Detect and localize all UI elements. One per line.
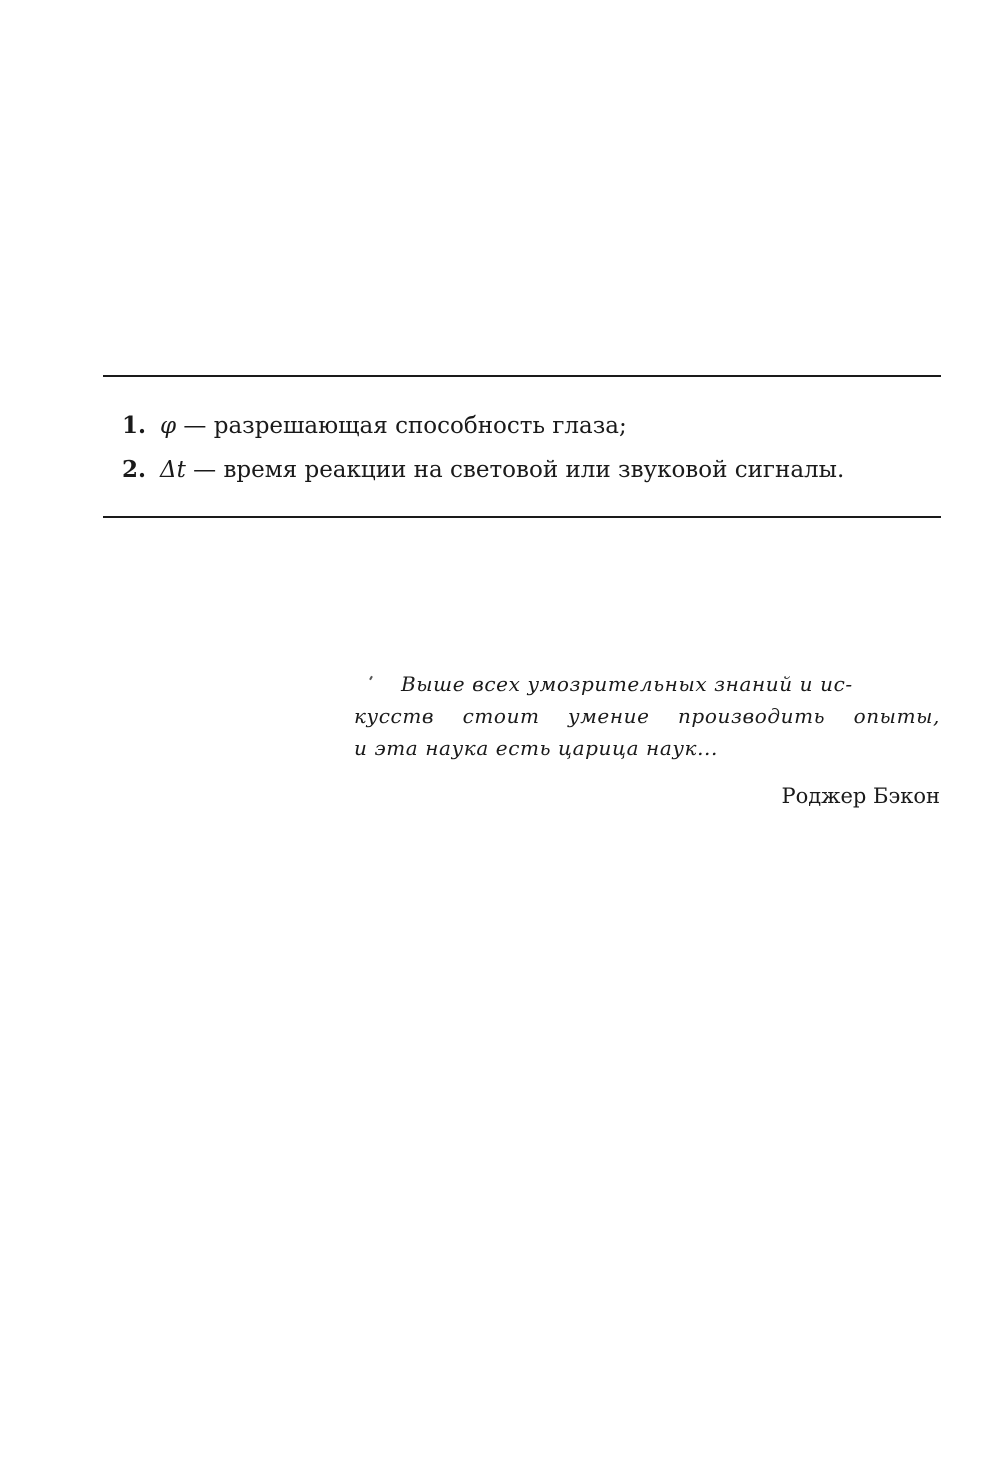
- top-divider: [103, 375, 941, 377]
- epigraph-author: Роджер Бэкон: [781, 784, 940, 808]
- definition-text: — время реакции на световой или звуковой сигналы.: [185, 457, 845, 483]
- definition-item: [122, 448, 952, 492]
- definition-symbol: φ: [160, 413, 177, 439]
- epigraph-quote: [354, 668, 940, 764]
- definition-symbol: Δt: [160, 457, 186, 483]
- definition-number: 2.: [122, 456, 147, 483]
- definition-number: 1.: [122, 412, 147, 439]
- definition-item: [122, 404, 952, 448]
- epigraph-line: и эта наука есть царица наук...: [354, 736, 718, 760]
- definition-list: [122, 404, 952, 492]
- epigraph-line: Выше всех умозрительных знаний и ис-: [401, 672, 853, 696]
- bottom-divider: [103, 516, 941, 518]
- epigraph-line: кусств стоит умение производить опыты,: [354, 704, 940, 728]
- definition-text: — разрешающая способность глаза;: [176, 413, 627, 439]
